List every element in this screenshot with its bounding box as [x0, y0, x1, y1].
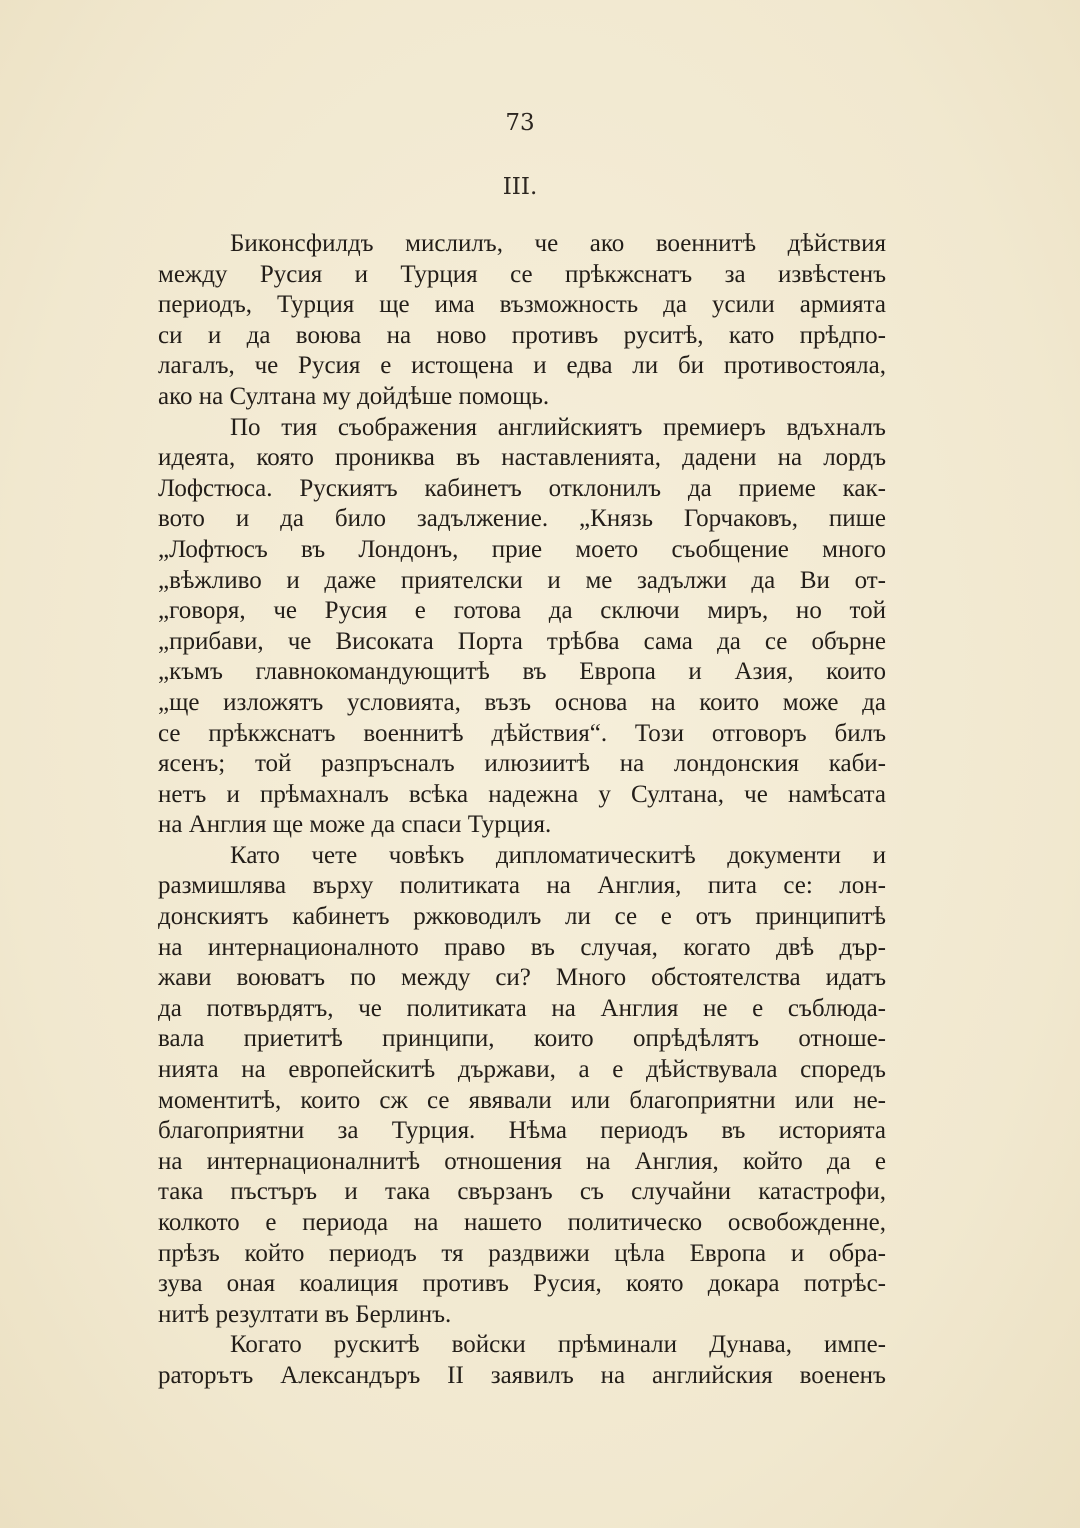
text-line: вала приетитѣ принципи, които опрѣдѣлятъ отноше-: [158, 1025, 886, 1053]
text-line: раторътъ Александъръ II заявилъ на английския воененъ: [158, 1361, 886, 1389]
text-line: „ще изложятъ условията, възъ основа на които може да: [158, 688, 886, 716]
text-line: колкото е периода на нашето политическо освобожденне,: [158, 1209, 886, 1236]
paragraph-3: [158, 841, 886, 1331]
text-line: идеята, която прониква въ наставленията, дадени на лордъ: [158, 444, 886, 472]
text-line: „говоря, че Русия е готова да сключи миръ, но той: [158, 597, 886, 625]
section-heading: III.: [502, 174, 538, 200]
text-line: лагалъ, че Русия е истощена и едва ли би противостояла,: [158, 352, 886, 380]
text-line: благоприятни за Турция. Нѣма периодъ въ историята: [158, 1117, 886, 1145]
body-text: [158, 229, 886, 1392]
text-line: Лофстюса. Рускиятъ кабинетъ отклонилъ да приеме как-: [158, 474, 886, 502]
text-line: моментитѣ, които сж се явявали или благоприятни или не-: [158, 1086, 886, 1114]
text-line: така пъстъръ и така свързанъ съ случайни катастрофи,: [158, 1178, 886, 1206]
text-line: „къмъ главнокомандующитѣ въ Европа и Азия, които: [158, 658, 886, 686]
text-line: Когато рускитѣ войски прѣминали Дунава, импе-: [230, 1331, 886, 1359]
text-line: „прибави, че Високата Порта трѣбва сама да се обърне: [158, 627, 886, 655]
text-line: си и да воюва на ново противъ руситѣ, като прѣдпо-: [158, 321, 886, 349]
text-line: прѣзъ който периодъ тя раздвижи цѣла Европа и обра-: [158, 1239, 886, 1267]
text-line: Биконсфилдъ мислилъ, че ако военнитѣ дѣйствия: [230, 230, 886, 257]
text-line: се прѣкжснатъ военнитѣ дѣйствия“. Този отговоръ билъ: [158, 719, 886, 747]
text-line: на интернационалното право въ случая, когато двѣ дър-: [158, 933, 886, 961]
text-line: размишлява върху политиката на Англия, пита се: лон-: [158, 872, 886, 900]
text-line: ясенъ; той разпръсналъ илюзиитѣ на лондонския каби-: [158, 750, 886, 778]
paragraph-2: [158, 413, 886, 841]
paragraph-4: [158, 1330, 886, 1391]
text-line: между Русия и Турция се прѣкжснатъ за извѣстенъ: [158, 260, 886, 288]
text-line: нитѣ резултати въ Берлинъ.: [158, 1300, 452, 1328]
text-line: донскиятъ кабинетъ ржководилъ ли се е отъ принципитѣ: [158, 903, 886, 931]
text-line: вото и да било задължение. „Князь Горчаковъ, пише: [158, 505, 886, 533]
text-line: периодъ, Турция ще има възможность да усили армията: [158, 291, 886, 319]
page-number: 73: [505, 110, 535, 136]
text-line: да потвърдятъ, че политиката на Англия не е съблюда-: [158, 994, 886, 1022]
text-line: „Лофтюсъ въ Лондонъ, прие моето съобщение много: [158, 535, 886, 563]
paragraph-1: [158, 229, 886, 413]
text-line: нетъ и прѣмахналъ всѣка надежна у Султана, че намѣсата: [158, 780, 886, 808]
text-line: „вѣжливо и даже приятелски и ме задължи да Ви от-: [158, 566, 886, 594]
text-line: По тия съображения английскиятъ премиеръ вдъхналъ: [230, 413, 886, 441]
text-line: на Англия ще може да спаси Турция.: [158, 811, 552, 839]
text-line: жави воюватъ по между си? Много обстоятелства идатъ: [158, 964, 886, 992]
text-line: ако на Султана му дойдѣше помощь.: [158, 382, 550, 410]
text-line: зува оная коалиция противъ Русия, която докара потрѣс-: [158, 1270, 886, 1298]
text-line: нията на европейскитѣ държави, а е дѣйствувала споредъ: [158, 1056, 886, 1084]
text-line: на интернационалнитѣ отношения на Англия, който да е: [158, 1147, 886, 1175]
text-line: Като чете човѣкъ дипломатическитѣ документи и: [230, 841, 886, 869]
